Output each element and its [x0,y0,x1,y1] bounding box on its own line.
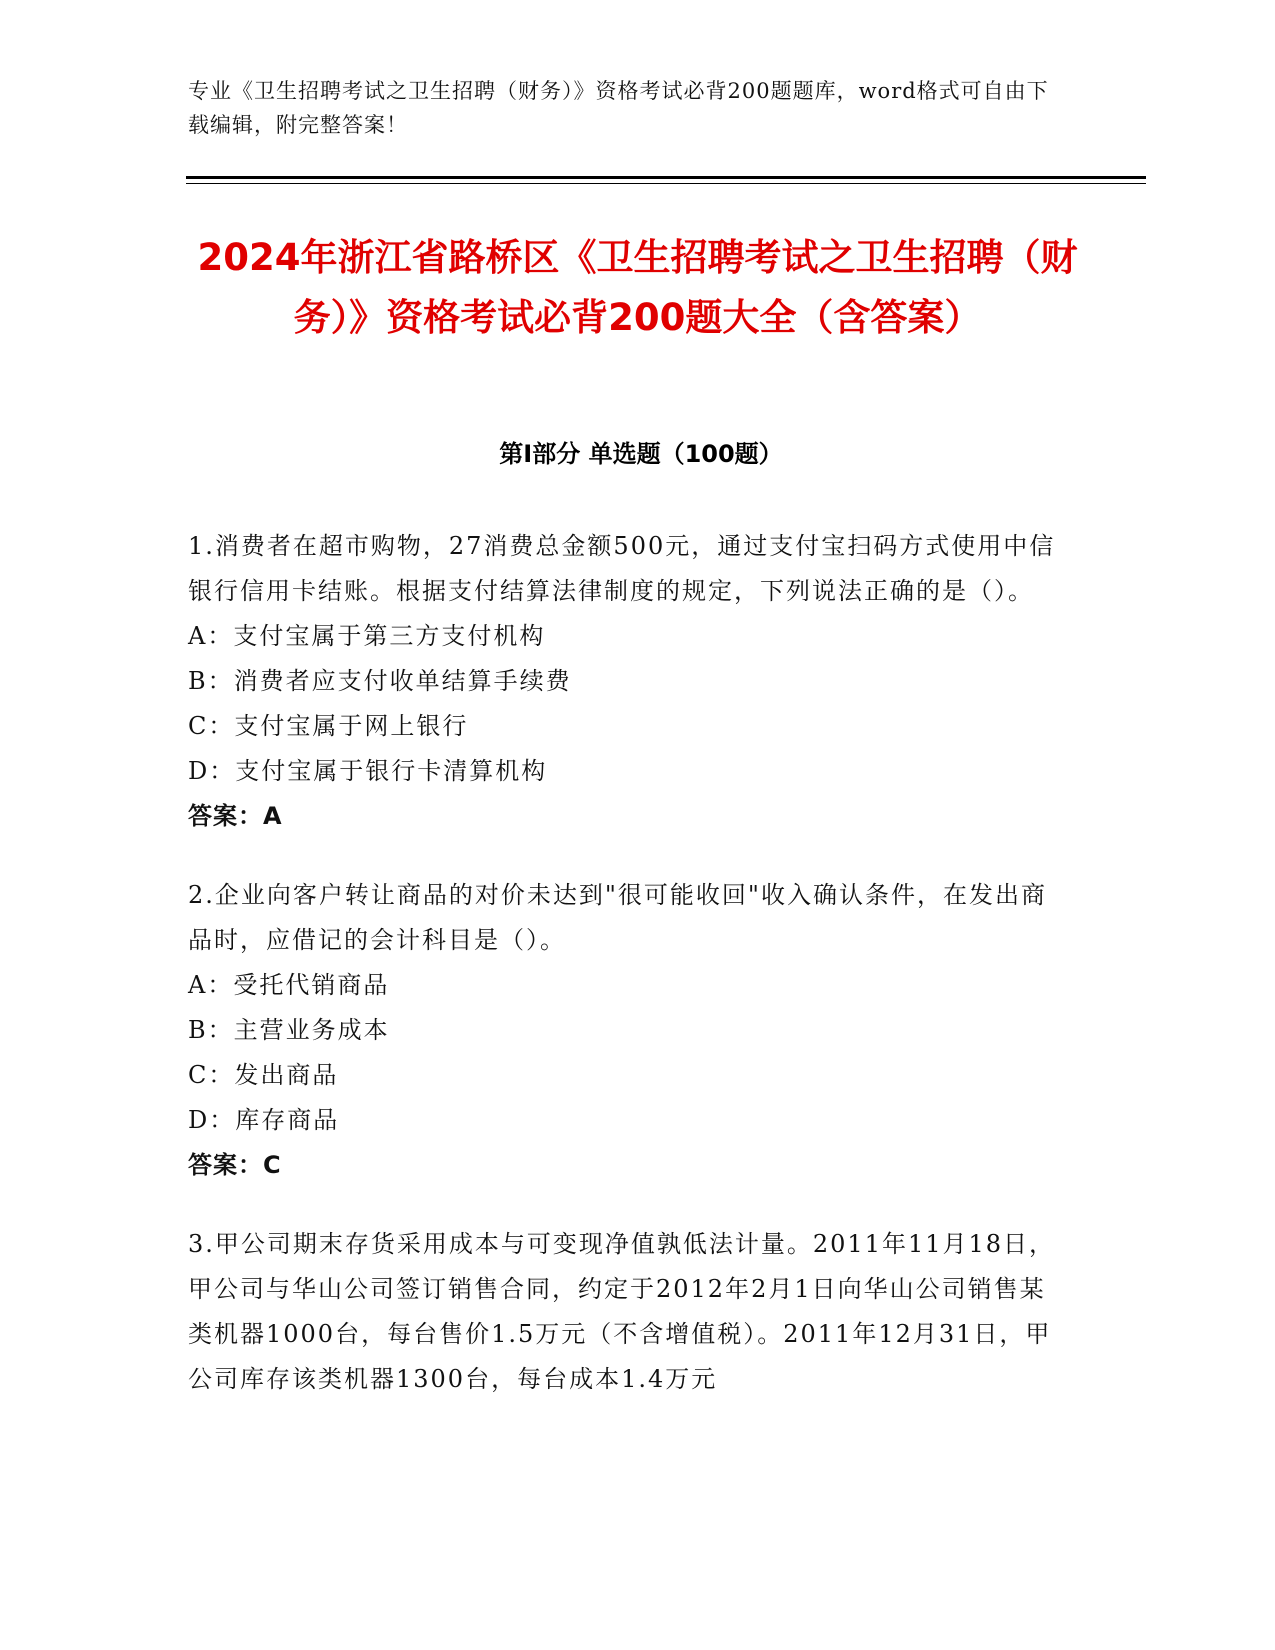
question-1 [188,524,1068,839]
header-divider-thick [186,176,1146,179]
answer: 答案：C [188,1151,282,1179]
option-a: A：受托代销商品 [188,971,390,999]
question-3 [188,1222,1068,1402]
header-note: 专业《卫生招聘考试之卫生招聘（财务）》资格考试必背200题题库，word格式可自由下载编辑，附完整答案！ [188,79,1049,137]
question-2 [188,873,1068,1188]
option-b: B：主营业务成本 [188,1016,390,1044]
option-d: D：库存商品 [188,1106,340,1134]
document-title: 2024年浙江省路桥区《卫生招聘考试之卫生招聘（财务）》资格考试必背200题大全（含答案） [197,236,1078,339]
section-heading: 第I部分 单选题（100题） [499,440,783,468]
answer: 答案：A [188,802,283,830]
option-c: C：发出商品 [188,1061,339,1089]
question-text: 1.消费者在超市购物，27消费总金额500元，通过支付宝扫码方式使用中信银行信用卡结账。根据支付结算法律制度的规定，下列说法正确的是（）。 [188,532,1056,605]
question-text: 3.甲公司期末存货采用成本与可变现净值孰低法计量。2011年11月18日，甲公司与华山公司签订销售合同，约定于2012年2月1日向华山公司销售某类机器1000台，每台售价1.5万元（不含增值税）。2011年12月31日，甲公司库存该类机器1300台，每台成本1.4万元 [188,1230,1056,1393]
question-list [188,524,1068,1436]
option-b: B：消费者应支付收单结算手续费 [188,667,572,695]
option-a: A：支付宝属于第三方支付机构 [188,622,546,650]
header-divider-thin [186,183,1146,184]
option-d: D：支付宝属于银行卡清算机构 [188,757,548,785]
option-c: C：支付宝属于网上银行 [188,712,469,740]
question-text: 2.企业向客户转让商品的对价未达到"很可能收回"收入确认条件，在发出商品时，应借记的会计科目是（）。 [188,881,1047,954]
